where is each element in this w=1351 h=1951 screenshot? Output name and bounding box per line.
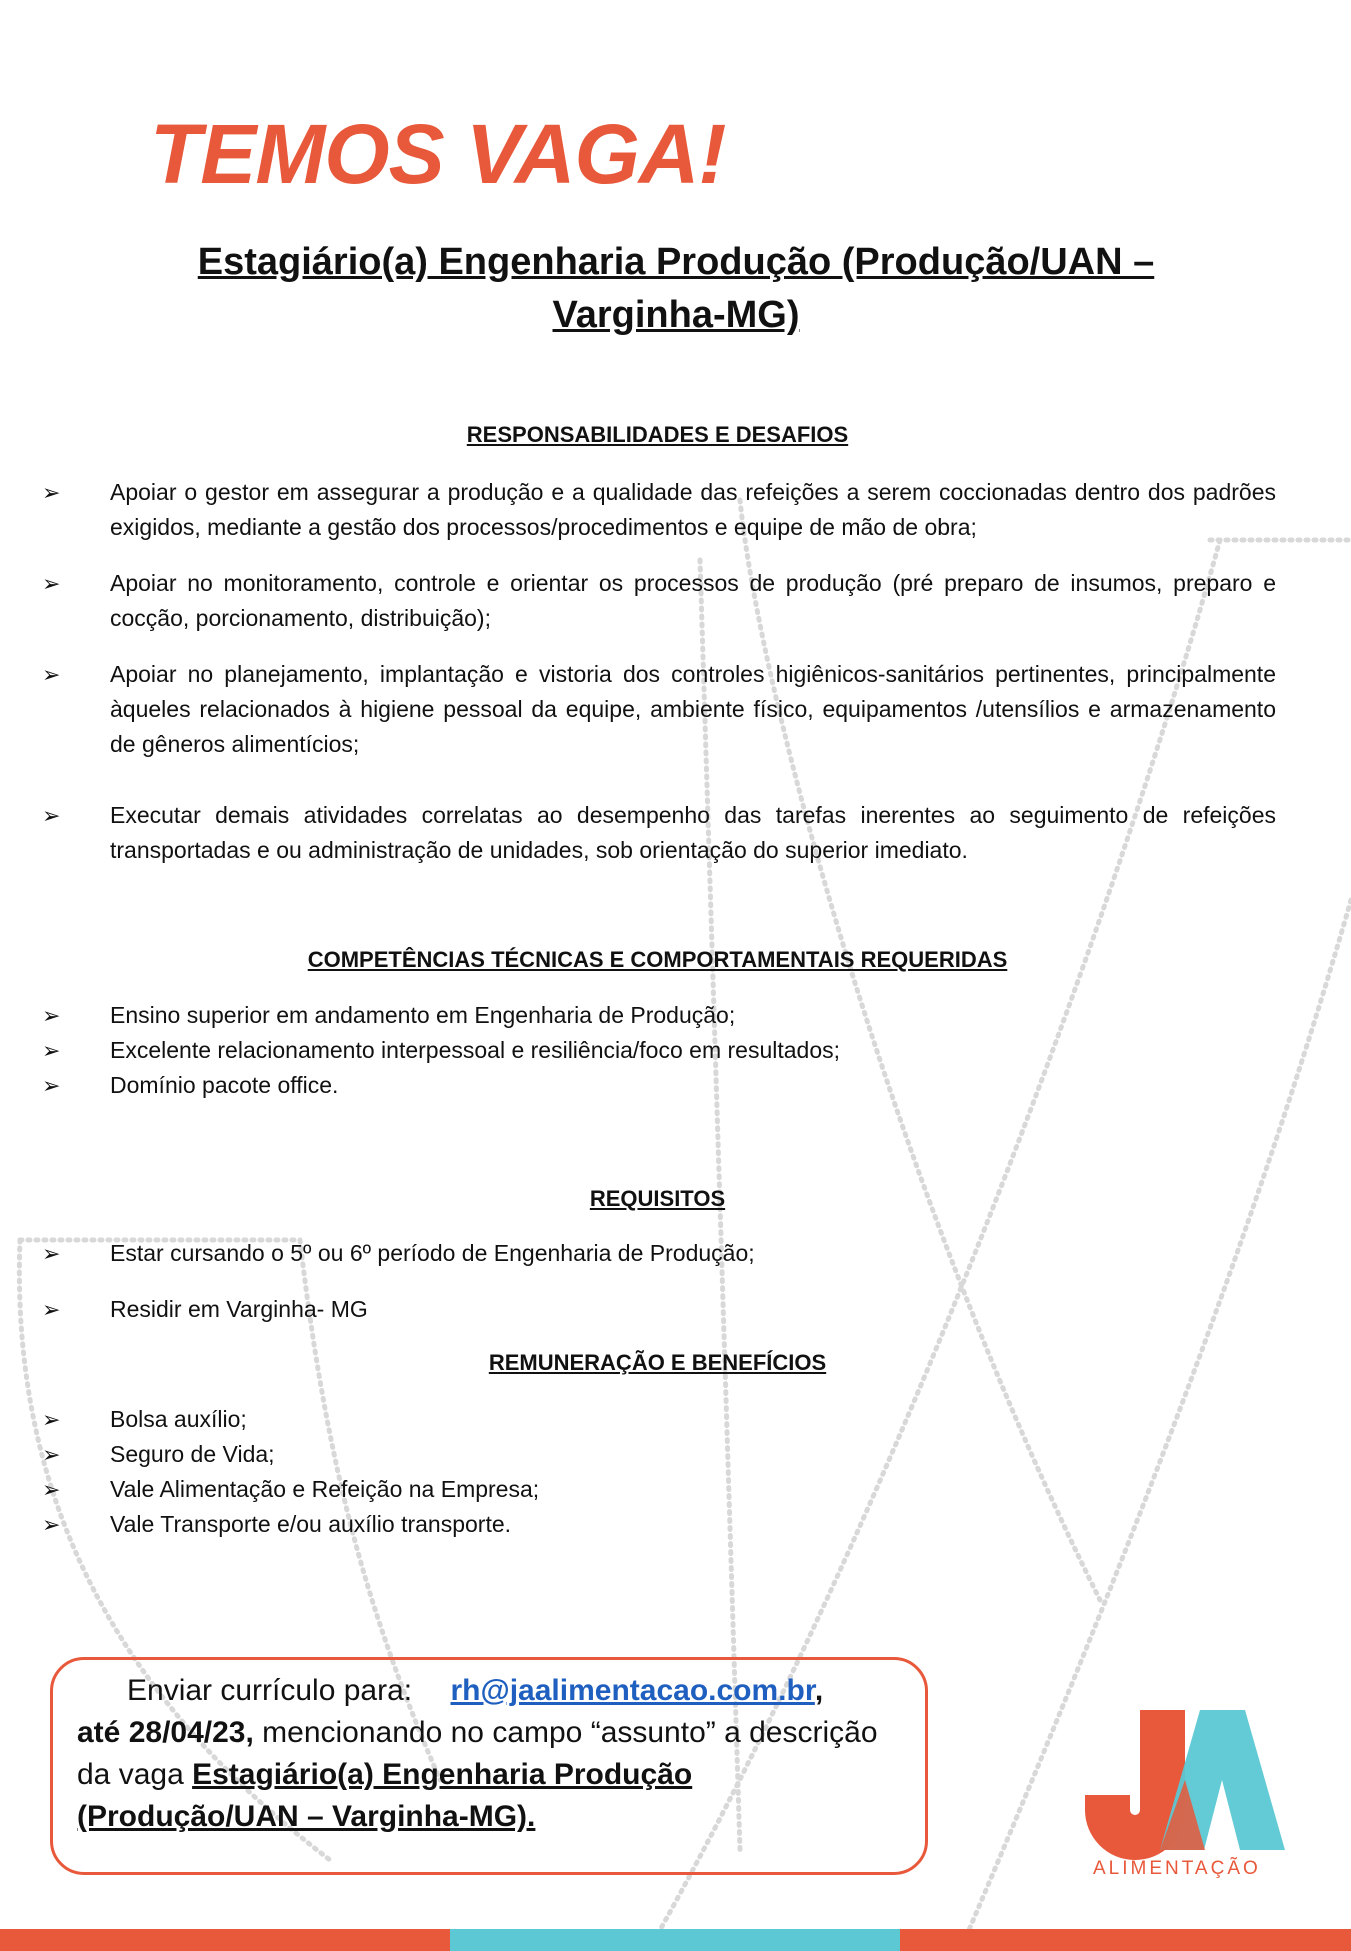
list-item (0, 657, 1276, 762)
arrow-bullet-icon: ➢ (42, 803, 61, 828)
list-item-text: Domínio pacote office. (110, 1072, 339, 1098)
arrow-bullet-icon: ➢ (42, 1297, 61, 1322)
list-item-text: Excelente relacionamento interpessoal e resiliência/foco em resultados; (110, 1037, 841, 1063)
list-item (0, 1236, 1276, 1271)
requirements-list (0, 1236, 1351, 1327)
email-suffix: , (814, 1674, 824, 1707)
responsibilities-list (0, 475, 1351, 868)
arrow-bullet-icon: ➢ (42, 1477, 61, 1502)
list-item (0, 1437, 1276, 1472)
arrow-bullet-icon: ➢ (42, 1512, 61, 1537)
list-item (0, 1068, 1276, 1103)
list-item (0, 1472, 1276, 1507)
arrow-bullet-icon: ➢ (42, 1003, 61, 1028)
list-item-text: Seguro de Vida; (110, 1441, 275, 1467)
list-item (0, 1402, 1276, 1437)
list-item (0, 566, 1276, 636)
list-item (0, 1033, 1276, 1068)
arrow-bullet-icon: ➢ (42, 1038, 61, 1063)
arrow-bullet-icon: ➢ (42, 480, 61, 505)
apply-middle-text: mencionando no campo “assunto” a descrição da vaga (77, 1716, 878, 1791)
arrow-bullet-icon: ➢ (42, 662, 61, 687)
bar-segment-orange (0, 1929, 450, 1951)
bar-segment-teal (450, 1929, 900, 1951)
ja-logo-icon (1085, 1700, 1285, 1880)
job-reference: Estagiário(a) Engenharia Produção (Produção/UAN – Varginha-MG). (77, 1758, 693, 1833)
bar-segment-orange-right (900, 1929, 1351, 1951)
headline: TEMOS VAGA! (150, 107, 726, 201)
list-item-text: Bolsa auxílio; (110, 1406, 247, 1432)
list-item-text: Ensino superior em andamento em Engenharia de Produção; (110, 1002, 736, 1028)
list-item-text: Apoiar no monitoramento, controle e orientar os processos de produção (pré preparo de insumos, preparo e cocção, porcionamento, distribuição); (110, 570, 1276, 631)
list-item-text: Apoiar no planejamento, implantação e vistoria dos controles higiênicos-sanitários pertinentes, principalmente àqueles relacionados à higiene pessoal da equipe, ambiente físico, equipamentos /utensílios e armazenamento de gêneros alimentícios; (110, 661, 1276, 757)
section-heading-competencies: COMPETÊNCIAS TÉCNICAS E COMPORTAMENTAIS REQUERIDAS (307, 947, 1008, 972)
email-link[interactable]: rh@jaalimentacao.com.br (450, 1674, 815, 1707)
list-item-text: Vale Alimentação e Refeição na Empresa; (110, 1476, 540, 1502)
list-item (0, 1507, 1276, 1542)
job-title: Estagiário(a) Engenharia Produção (Produção/UAN – Varginha-MG) (197, 241, 1155, 336)
apply-instructions-box (50, 1657, 928, 1875)
deadline: até 28/04/23, (77, 1716, 254, 1749)
list-item-text: Estar cursando o 5º ou 6º período de Engenharia de Produção; (110, 1240, 755, 1266)
arrow-bullet-icon: ➢ (42, 571, 61, 596)
arrow-bullet-icon: ➢ (42, 1073, 61, 1098)
list-item-text: Executar demais atividades correlatas ao desempenho das tarefas inerentes ao seguimento de refeições transportadas e ou administração de unidades, sob orientação do superior imediato. (110, 802, 1276, 863)
competencies-list (0, 998, 1351, 1103)
list-item-text: Apoiar o gestor em assegurar a produção e a qualidade das refeições a serem coccionadas dentro dos padrões exigidos, mediante a gestão dos processos/procedimentos e equipe de mão de obra; (110, 479, 1276, 540)
benefits-list (0, 1402, 1351, 1542)
list-item (0, 798, 1276, 868)
section-heading-requirements: REQUISITOS (589, 1186, 726, 1211)
section-heading-benefits: REMUNERAÇÃO E BENEFÍCIOS (488, 1350, 827, 1375)
apply-prefix: Enviar currículo para: (127, 1674, 413, 1707)
list-item (0, 998, 1276, 1033)
list-item (0, 475, 1276, 545)
arrow-bullet-icon: ➢ (42, 1407, 61, 1432)
list-item-text: Vale Transporte e/ou auxílio transporte. (110, 1511, 512, 1537)
section-heading-responsibilities: RESPONSABILIDADES E DESAFIOS (466, 422, 849, 447)
list-item-text: Residir em Varginha- MG (110, 1296, 368, 1322)
list-item (0, 1292, 1276, 1327)
arrow-bullet-icon: ➢ (42, 1241, 61, 1266)
bottom-color-bar (0, 1929, 1351, 1951)
arrow-bullet-icon: ➢ (42, 1442, 61, 1467)
logo-wordmark: ALIMENTAÇÃO (1093, 1858, 1261, 1879)
